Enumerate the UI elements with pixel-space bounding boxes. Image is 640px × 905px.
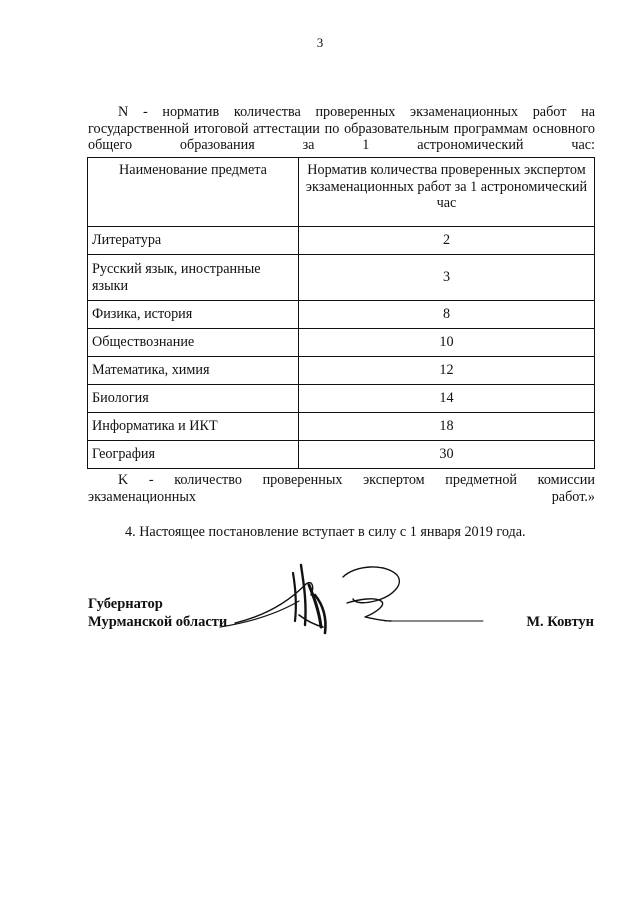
- row-subject: Физика, история: [88, 301, 299, 329]
- k-definition-paragraph: K - количество проверенных экспертом предметной комиссии экзаменационных работ.»: [88, 472, 595, 505]
- row-value: 14: [299, 385, 595, 413]
- row-subject: Литература: [88, 227, 299, 255]
- row-subject: Биология: [88, 385, 299, 413]
- table-row: [88, 301, 595, 329]
- row-subject: Русский язык, иностранные языки: [88, 255, 299, 301]
- table-row: [88, 329, 595, 357]
- row-subject: Информатика и ИКТ: [88, 413, 299, 441]
- signer-name: М. Ковтун: [526, 614, 594, 630]
- clause-4-paragraph: 4. Настоящее постановление вступает в силу с 1 января 2019 года.: [125, 524, 526, 540]
- row-value: 18: [299, 413, 595, 441]
- table-row: [88, 357, 595, 385]
- table-header-row: [88, 158, 595, 227]
- signer-title-line-2: Мурманской области: [88, 614, 228, 630]
- table-row: [88, 227, 595, 255]
- header-norm: Норматив количества проверенных экспертом экзаменационных работ за 1 астрономический час: [299, 158, 595, 227]
- n-definition-paragraph: N - норматив количества проверенных экзаменационных работ на государственной итоговой аттестации по образовательным программам основного общего образования за 1 астрономический час:: [88, 104, 595, 153]
- row-value: 12: [299, 357, 595, 385]
- table-row: [88, 255, 595, 301]
- table-row: [88, 441, 595, 469]
- signer-title: [88, 595, 227, 631]
- row-value: 3: [299, 255, 595, 301]
- row-subject: Математика, химия: [88, 357, 299, 385]
- row-subject: География: [88, 441, 299, 469]
- row-value: 2: [299, 227, 595, 255]
- signer-title-line-1: Губернатор: [88, 596, 163, 612]
- page-number: 3: [316, 35, 324, 50]
- row-value: 8: [299, 301, 595, 329]
- row-value: 30: [299, 441, 595, 469]
- table-row: [88, 385, 595, 413]
- row-value: 10: [299, 329, 595, 357]
- handwritten-signature: [215, 555, 505, 645]
- norms-table: [87, 157, 595, 469]
- header-subject: Наименование предмета: [88, 158, 299, 227]
- table-row: [88, 413, 595, 441]
- row-subject: Обществознание: [88, 329, 299, 357]
